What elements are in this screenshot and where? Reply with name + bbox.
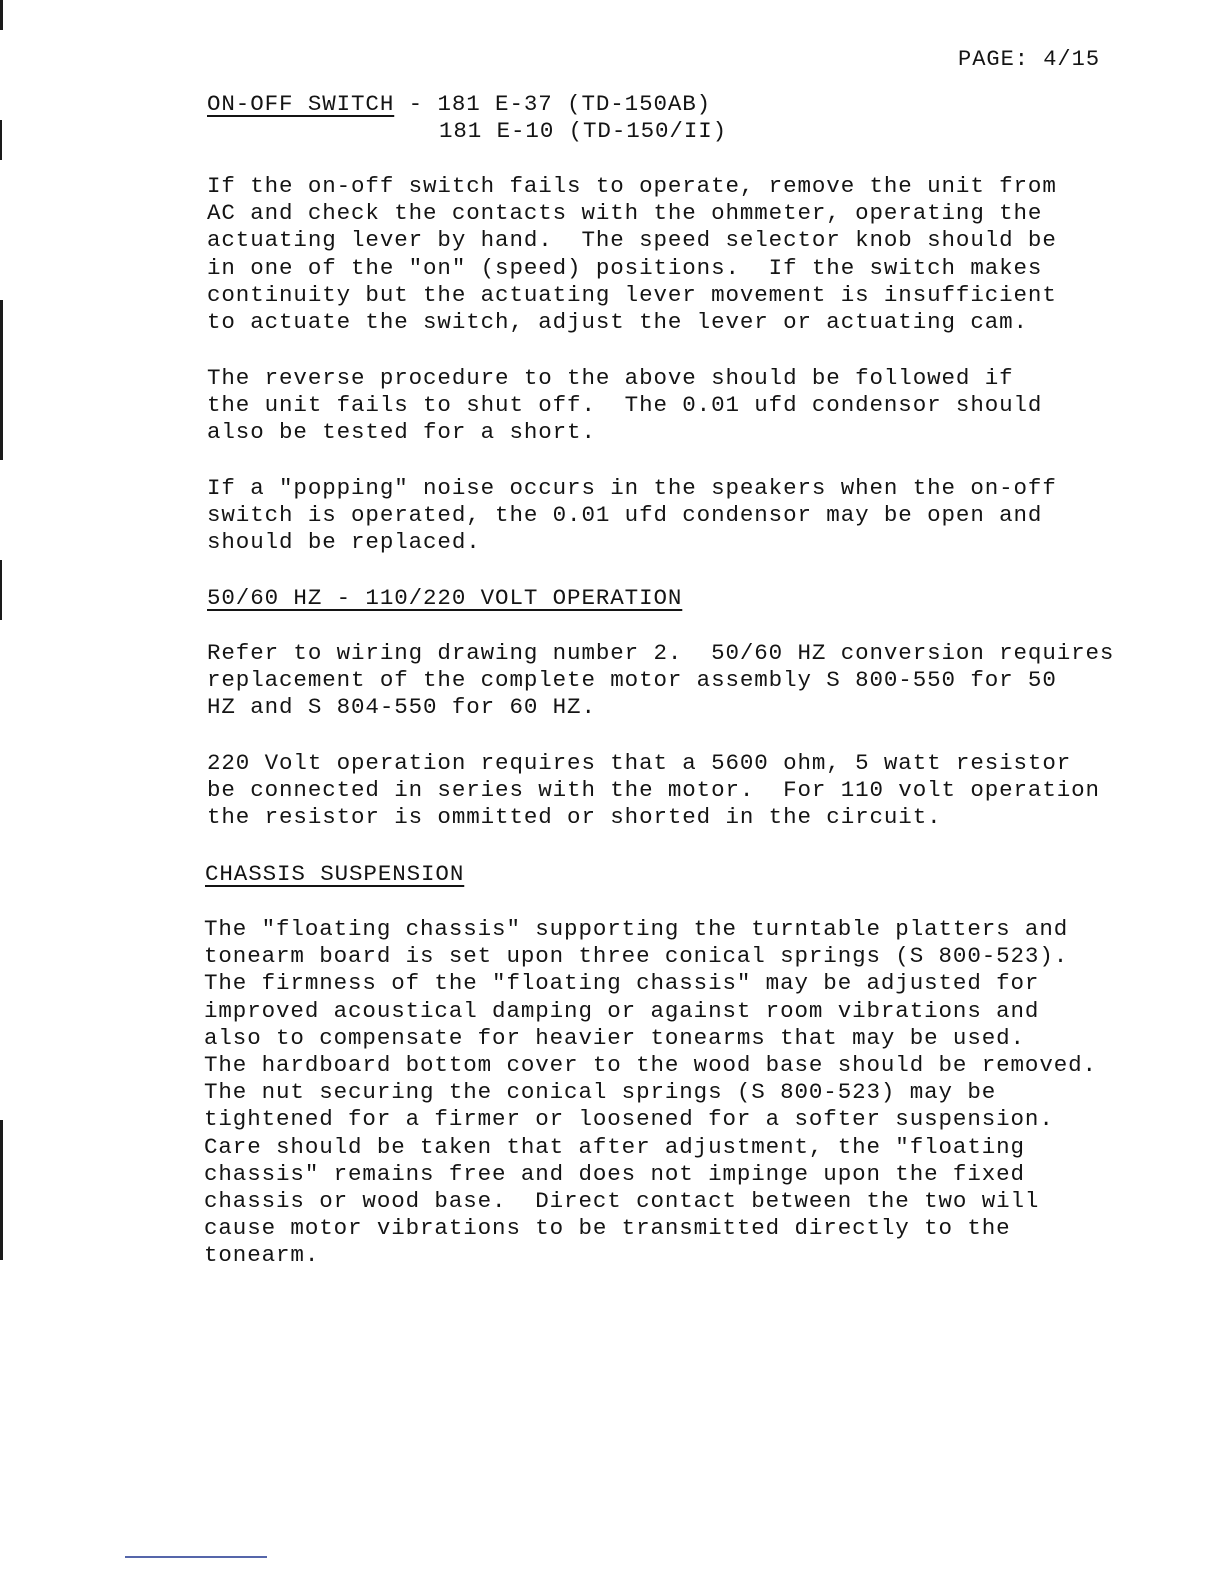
chassis-paragraph-1 (204, 916, 1144, 1270)
text-line: the resistor is ommitted or shorted in the circuit. (207, 804, 942, 831)
text-line: actuating lever by hand. The speed selector knob should be (207, 227, 1057, 254)
text-line: The hardboard bottom cover to the wood base should be removed. (204, 1052, 1097, 1079)
text-line: tightened for a firmer or loosened for a softer suspension. (204, 1106, 1054, 1133)
on-off-paragraph-3 (207, 475, 1147, 557)
switch-parts-row-1 (207, 91, 1147, 118)
text-line: also be tested for a short. (207, 419, 596, 446)
text-line: also to compensate for heavier tonearms that may be used. (204, 1024, 1025, 1051)
section-heading-chassis-suspension: CHASSIS SUSPENSION (205, 861, 465, 887)
text-line: to actuate the switch, adjust the lever or actuating cam. (207, 309, 1028, 336)
text-line: Care should be taken that after adjustment, the "floating (204, 1133, 1025, 1160)
text-line: HZ and S 804-550 for 60 HZ. (207, 694, 596, 721)
text-line: continuity but the actuating lever movement is insufficient (207, 281, 1057, 308)
voltage-heading-block (207, 585, 1147, 612)
section-heading-voltage-operation: 50/60 HZ - 110/220 VOLT OPERATION (207, 585, 683, 611)
text-line: in one of the "on" (speed) positions. If the switch makes (207, 254, 1043, 281)
switch-part-1: - 181 E-37 (TD-150AB) (394, 91, 712, 117)
text-line: Refer to wiring drawing number 2. 50/60 HZ conversion requires (207, 640, 1115, 666)
switch-part-2: 181 E-10 (TD-150/II) (439, 118, 728, 145)
text-line: chassis" remains free and does not impinge upon the fixed (204, 1160, 1025, 1187)
section-heading-on-off-switch: ON-OFF SWITCH (207, 91, 395, 117)
voltage-paragraph-2 (207, 750, 1147, 832)
on-off-switch-header (207, 91, 1147, 145)
text-line: tonearm. (204, 1242, 320, 1269)
text-line: If the on-off switch fails to operate, remove the unit from (207, 173, 1057, 199)
footer-rule (125, 1556, 267, 1558)
page-number: PAGE: 4/15 (958, 47, 1101, 72)
text-line: AC and check the contacts with the ohmmeter, operating the (207, 200, 1043, 227)
text-line: chassis or wood base. Direct contact between the two will (204, 1188, 1040, 1215)
text-line: tonearm board is set upon three conical springs (S 800-523). (204, 943, 1069, 970)
text-line: The firmness of the "floating chassis" may be adjusted for (204, 970, 1040, 997)
text-line: The "floating chassis" supporting the turntable platters and (204, 916, 1069, 942)
text-line: cause motor vibrations to be transmitted directly to the (204, 1215, 1011, 1242)
text-line: The reverse procedure to the above should be followed if (207, 365, 1014, 391)
text-line: switch is operated, the 0.01 ufd condensor may be open and (207, 502, 1043, 529)
text-line: improved acoustical damping or against room vibrations and (204, 997, 1040, 1024)
text-line: should be replaced. (207, 529, 481, 556)
text-line: replacement of the complete motor assembly S 800-550 for 50 (207, 667, 1057, 694)
voltage-paragraph-1 (207, 640, 1147, 722)
on-off-paragraph-1 (207, 173, 1147, 336)
text-line: be connected in series with the motor. For 110 volt operation (207, 777, 1100, 804)
on-off-paragraph-2 (207, 365, 1147, 447)
text-line: If a "popping" noise occurs in the speakers when the on-off (207, 475, 1057, 501)
chassis-heading-block (205, 861, 1145, 888)
text-line: The nut securing the conical springs (S 800-523) may be (204, 1079, 997, 1106)
scan-edge-artifact (0, 0, 4, 1584)
text-line: the unit fails to shut off. The 0.01 ufd condensor should (207, 392, 1043, 419)
text-line: 220 Volt operation requires that a 5600 ohm, 5 watt resistor (207, 750, 1072, 776)
